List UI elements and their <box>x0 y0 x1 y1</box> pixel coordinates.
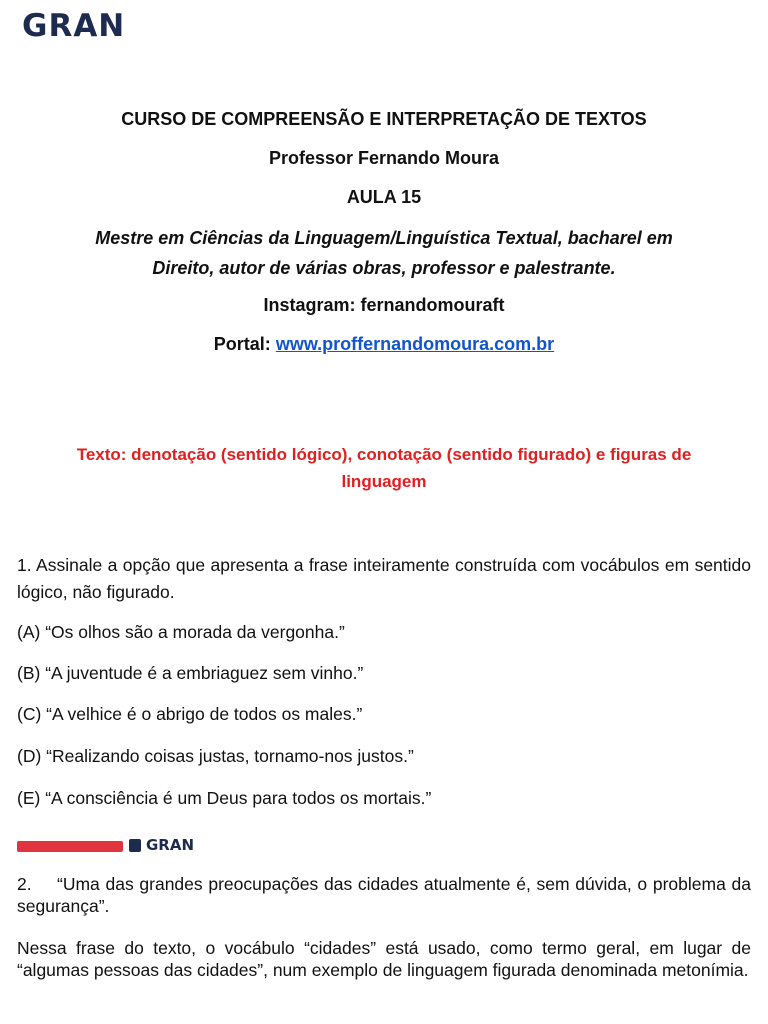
question-2-stem: “Uma das grandes preocupações das cidades atualmente é, sem dúvida, o problema da segurança”. <box>17 874 751 916</box>
question-2-explanation: Nessa frase do texto, o vocábulo “cidades” está usado, como termo geral, em lugar de “algumas pessoas das cidades”, num exemplo de linguagem figurada denominada metonímia. <box>17 938 751 980</box>
option-c: (C) “A velhice é o abrigo de todos os males.” <box>17 704 363 724</box>
divider-navy-square <box>129 839 141 852</box>
brand-divider <box>17 836 217 856</box>
gran-logo: GRAN <box>22 8 126 44</box>
question-1-stem: 1. Assinale a opção que apresenta a frase inteiramente construída com vocábulos em sentido lógico, não figurado. <box>17 555 751 602</box>
document-header <box>0 106 768 370</box>
portal-link[interactable]: www.proffernandomoura.com.br <box>275 334 555 354</box>
course-title: CURSO DE COMPREENSÃO E INTERPRETAÇÃO DE TEXTOS <box>121 109 647 129</box>
topic-line-1: Texto: denotação (sentido lógico), conotação (sentido figurado) e figuras de <box>76 445 692 464</box>
option-b: (B) “A juventude é a embriaguez sem vinho.” <box>17 663 364 683</box>
bio-line-2: Direito, autor de várias obras, professor e palestrante. <box>152 258 616 278</box>
professor-name: Professor Fernando Moura <box>268 148 500 168</box>
portal-row <box>0 331 768 357</box>
divider-red-bar <box>17 841 123 852</box>
topic-line-2: linguagem <box>341 472 427 491</box>
divider-brand-text: GRAN <box>146 836 195 854</box>
professor-bio <box>0 223 768 283</box>
option-e: (E) “A consciência é um Deus para todos os mortais.” <box>17 788 432 808</box>
portal-label: Portal: <box>213 334 271 354</box>
question-2-number: 2. <box>17 874 32 894</box>
question-2 <box>17 873 751 917</box>
option-a: (A) “Os olhos são a morada da vergonha.” <box>17 622 345 642</box>
instagram-handle: Instagram: fernandomouraft <box>263 295 505 315</box>
lesson-number: AULA 15 <box>346 187 422 207</box>
option-d: (D) “Realizando coisas justas, tornamo-nos justos.” <box>17 746 414 766</box>
topic-heading <box>40 441 728 495</box>
bio-line-1: Mestre em Ciências da Linguagem/Linguística Textual, bacharel em <box>95 228 673 248</box>
